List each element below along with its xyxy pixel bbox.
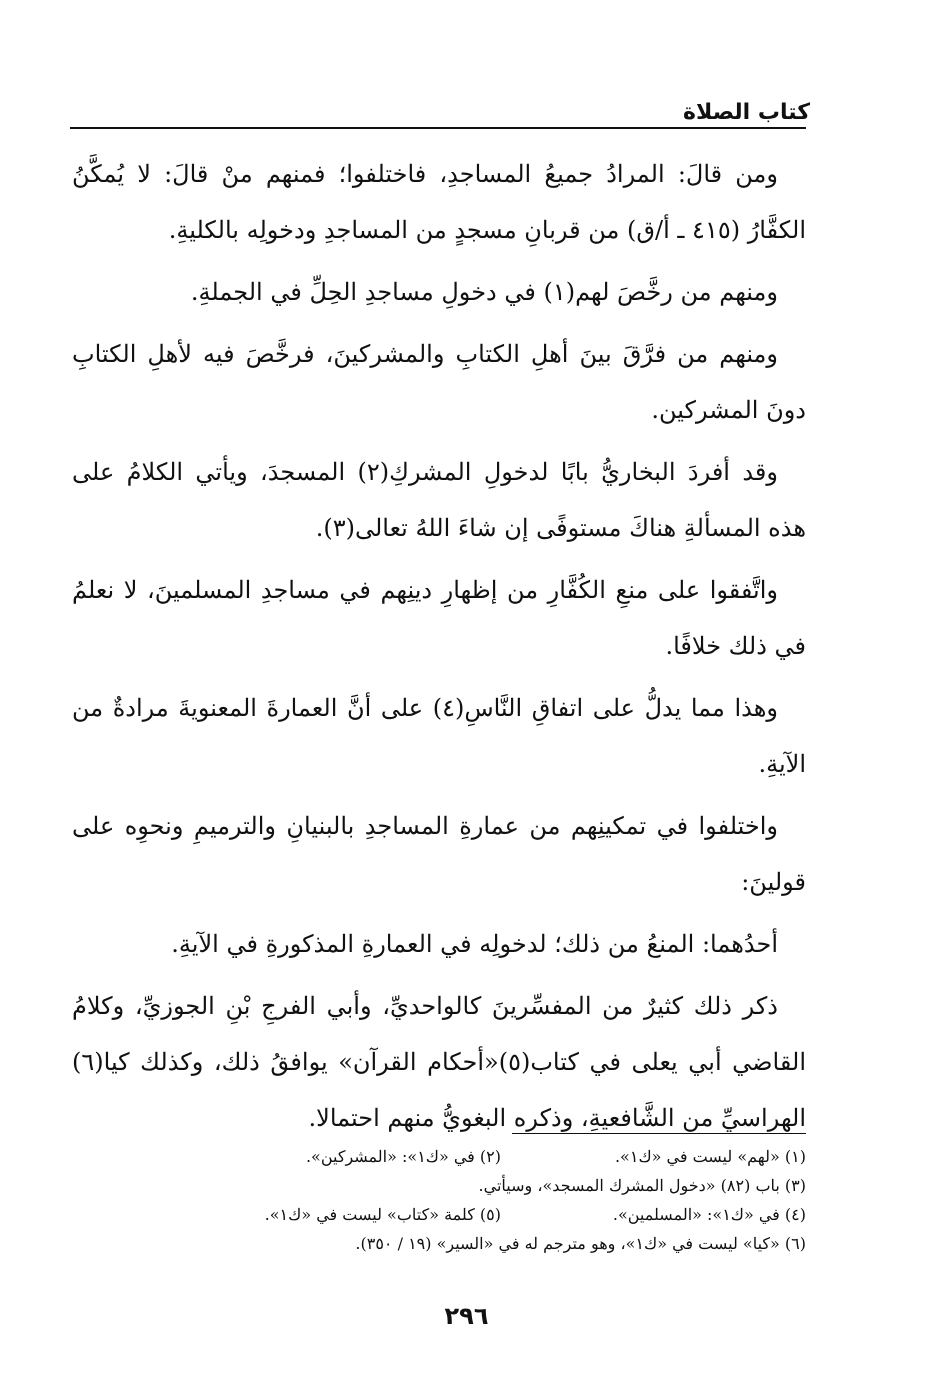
paragraph-2: ومنهم من رخَّصَ لهم(١) في دخولِ مساجدِ الحِلِّ في الجملةِ. xyxy=(190,278,778,306)
header-title: كتاب الصلاة xyxy=(683,100,810,125)
footnote-separator xyxy=(512,1133,806,1134)
paragraph-4: وقد أفردَ البخاريُّ بابًا لدخولِ المشركِ(٢) المسجدَ، ويأتي الكلامُ على هذه المسألةِ هناكَ مستوفًى إن شاءَ اللهُ تعالى(٣). xyxy=(72,458,806,542)
paragraph-5: واتَّفقوا على منعِ الكُفَّارِ من إظهارِ دينِهم في مساجدِ المسلمينَ، لا نعلمُ في ذلك خلافًا. xyxy=(72,576,806,660)
footnote-2: (٢) في «ك١»: «المشركين». xyxy=(305,1147,501,1166)
footnote-row xyxy=(72,1142,806,1171)
paragraph-9: ذكر ذلك كثيرٌ من المفسِّرينَ كالواحديِّ، وأبي الفرجِ بْنِ الجوزيِّ، وكلامُ القاضي أبي يعلى في كتاب(٥)«أحكام القرآن» يوافقُ ذلك، وكذلك كيا(٦) الهراسيِّ من الشَّافعيةِ، وذكره البغويُّ منهم احتمالا. xyxy=(72,992,806,1132)
paragraph-6: وهذا مما يدلُّ على اتفاقِ النَّاسِ(٤) على أنَّ العمارةَ المعنويةَ مرادةٌ من الآيةِ. xyxy=(72,694,806,778)
running-header xyxy=(70,100,810,128)
footnote-row xyxy=(72,1200,806,1229)
footnote-row xyxy=(72,1171,806,1200)
footnote-4: (٤) في «ك١»: «المسلمين». xyxy=(612,1205,806,1224)
footnote-1: (١) «لهم» ليست في «ك١». xyxy=(614,1147,806,1166)
paragraph-8: أحدُهما: المنعُ من ذلك؛ لدخولِه في العمارةِ المذكورةِ في الآيةِ. xyxy=(171,930,778,958)
paragraph-7: واختلفوا في تمكينِهم من عمارةِ المساجدِ بالبنيانِ والترميمِ ونحوِه على قولينَ: xyxy=(72,812,806,896)
page-number: ٢٩٦ xyxy=(444,1302,489,1330)
footnotes xyxy=(72,1142,806,1258)
paragraph-1: ومن قالَ: المرادُ جميعُ المساجدِ، فاختلفوا؛ فمنهم منْ قالَ: لا يُمكَّنُ الكفَّارُ (٤١٥ ـ أ/ق) من قربانِ مسجدٍ من المساجدِ ودخولِه بالكليةِ. xyxy=(72,160,806,244)
footnote-5: (٥) كلمة «كتاب» ليست في «ك١». xyxy=(264,1205,501,1224)
paragraph-3: ومنهم من فرَّقَ بينَ أهلِ الكتابِ والمشركينَ، فرخَّصَ فيه لأهلِ الكتابِ دونَ المشركين. xyxy=(72,340,806,424)
footnote-3: (٣) باب (٨٢) «دخول المشرك المسجد»، وسيأتي. xyxy=(478,1176,806,1195)
header-rule xyxy=(70,127,806,129)
footnote-row xyxy=(72,1229,806,1258)
footnote-6: (٦) «كيا» ليست في «ك١»، وهو مترجم له في «السير» (١٩ / ٣٥٠). xyxy=(355,1234,806,1253)
main-text xyxy=(72,146,806,1152)
